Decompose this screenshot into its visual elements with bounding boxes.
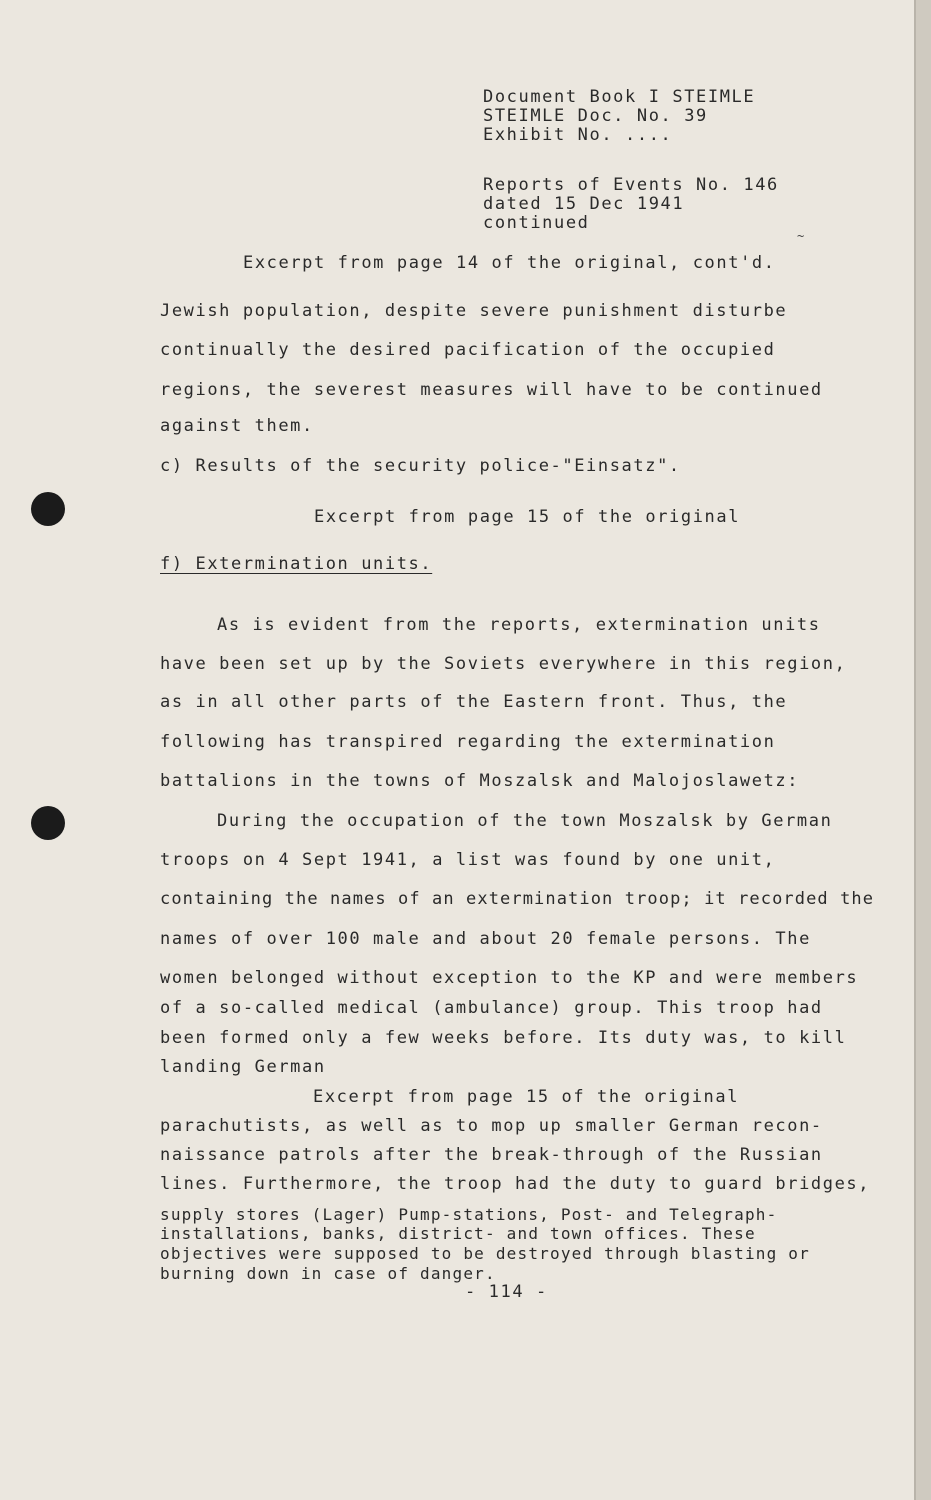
doc-book-line: Document Book I STEIMLE: [483, 87, 756, 107]
excerpt-heading-1: Excerpt from page 14 of the original, cont'd.: [243, 253, 776, 273]
section-f-title: f) Extermination units.: [160, 554, 433, 574]
report-title: Reports of Events No. 146: [483, 175, 779, 195]
doc-number-line: STEIMLE Doc. No. 39: [483, 106, 708, 126]
paragraph-3-line: containing the names of an extermination troop; it recorded the: [160, 889, 875, 909]
paragraph-4-line: been formed only a few weeks before. Its duty was, to kill: [160, 1028, 847, 1048]
paragraph-3-line: During the occupation of the town Moszalsk by German: [217, 811, 833, 831]
paragraph-4-line: women belonged without exception to the KP and were members: [160, 968, 859, 988]
paragraph-1-line: continually the desired pacification of the occupied: [160, 340, 776, 360]
punch-hole-bottom: [31, 806, 65, 840]
paragraph-2-line: have been set up by the Soviets everywhere in this region,: [160, 654, 847, 674]
paragraph-6-line: burning down in case of danger.: [160, 1264, 496, 1283]
stray-mark: ~: [797, 229, 805, 243]
paragraph-1-line: against them.: [160, 416, 314, 436]
paragraph-3-line: names of over 100 male and about 20 female persons. The: [160, 929, 811, 949]
paragraph-6-line: installations, banks, district- and town offices. These: [160, 1224, 756, 1243]
section-f-heading: [160, 555, 432, 574]
paragraph-2-line: battalions in the towns of Moszalsk and Malojoslawetz:: [160, 771, 800, 791]
page-edge: [916, 0, 931, 1500]
paragraph-5-line: parachutists, as well as to mop up smaller German recon-: [160, 1116, 823, 1136]
section-c-heading: c) Results of the security police-"Einsatz".: [160, 456, 681, 476]
paragraph-4-line: landing German: [160, 1057, 326, 1077]
report-date: dated 15 Dec 1941: [483, 194, 685, 214]
paragraph-2-line: following has transpired regarding the extermination: [160, 732, 776, 752]
paragraph-3-line: troops on 4 Sept 1941, a list was found by one unit,: [160, 850, 776, 870]
paragraph-2-line: As is evident from the reports, extermination units: [217, 615, 821, 635]
paragraph-1-line: regions, the severest measures will have to be continued: [160, 380, 823, 400]
report-status: continued: [483, 213, 590, 233]
paragraph-6-line: supply stores (Lager) Pump-stations, Post- and Telegraph-: [160, 1205, 778, 1224]
paragraph-5-line: lines. Furthermore, the troop had the duty to guard bridges,: [160, 1174, 871, 1194]
paragraph-2-line: as in all other parts of the Eastern front. Thus, the: [160, 692, 788, 712]
paragraph-1-line: Jewish population, despite severe punishment disturbe: [160, 301, 788, 321]
paragraph-4-line: of a so-called medical (ambulance) group. This troop had: [160, 998, 823, 1018]
excerpt-heading-3: Excerpt from page 15 of the original: [313, 1087, 740, 1107]
exhibit-line: Exhibit No. ....: [483, 125, 673, 145]
page-number: - 114 -: [465, 1282, 548, 1302]
paragraph-6-line: objectives were supposed to be destroyed through blasting or: [160, 1244, 810, 1263]
punch-hole-top: [31, 492, 65, 526]
excerpt-heading-2: Excerpt from page 15 of the original: [314, 507, 741, 527]
paragraph-5-line: naissance patrols after the break-through of the Russian: [160, 1145, 823, 1165]
